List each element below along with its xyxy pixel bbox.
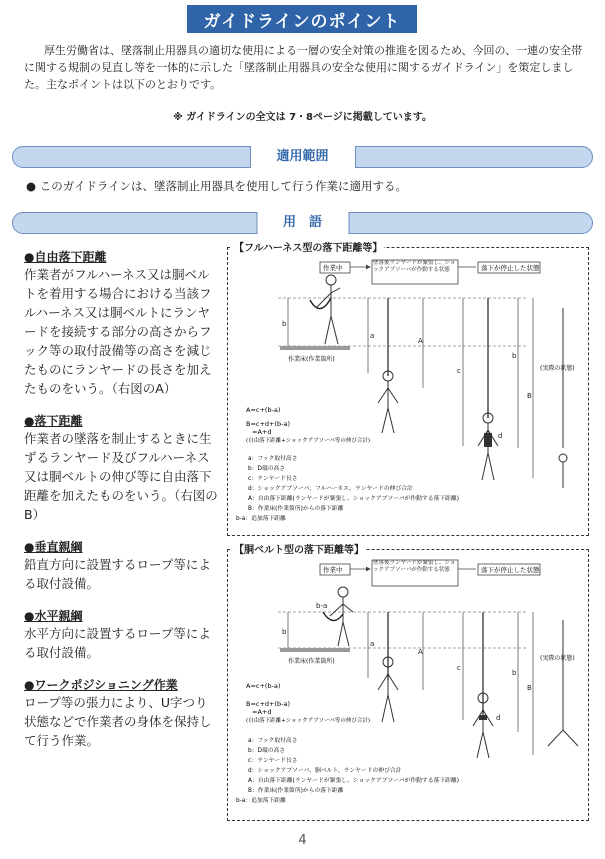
legend-line: A：自由落下距離(ランヤードが緊張し、ショックアブソーバが作動する落下距離) xyxy=(248,496,459,502)
legend-line: a：フック取付高さ xyxy=(248,738,298,744)
legend-line: c：ランヤード長さ xyxy=(248,476,298,482)
legend-line: d：ショックアブソーバ、胴ベルト、ランヤードの伸び合計 xyxy=(248,768,402,774)
term-free-fall-distance xyxy=(24,248,219,398)
stage-work-label: 作業中 xyxy=(323,264,343,272)
formula-1: A=c+(b-a) xyxy=(246,406,281,414)
legend-line: b：D環の高さ xyxy=(248,466,286,472)
term-text: 鉛直方向に設置するロープ等による取付設備。 xyxy=(24,557,211,591)
svg-text:a: a xyxy=(370,640,375,648)
svg-text:b-a: b-a xyxy=(316,602,328,610)
legend-line: c：ランヤード長さ xyxy=(248,758,298,764)
svg-text:A: A xyxy=(418,648,423,656)
stage-stop-label: 落下が停止した状態 xyxy=(481,264,540,272)
scope-text: ● このガイドラインは、墜落制止用器具を使用して行う作業に適用する。 xyxy=(26,179,407,193)
terms-heading: 用 語 xyxy=(256,212,349,234)
term-title: ●ワークポジショニング作業 xyxy=(24,678,178,692)
legend-line: B：作業床(作業箇所)からの落下距離 xyxy=(248,788,344,794)
stage-fall-label: 墜落後ランヤードが緊張し、ショックアブソーバが作動する状態 xyxy=(373,560,456,573)
term-title: ●水平親綱 xyxy=(24,609,83,623)
terms-heading-bar xyxy=(12,212,593,234)
scope-heading-bar xyxy=(12,146,593,168)
intro-text: 厚生労働省は、墜落制止用器具の適切な使用による一層の安全対策の推進を図るため、今回の、一連の安全帯に関する規制の見直し等を一体的に示した「墜落制止用器具の安全な使用に関するガイドライン」を策定しました。主なポイントは以下のとおりです。 xyxy=(24,44,583,91)
svg-text:B: B xyxy=(527,392,532,400)
harness-diagram-panel xyxy=(227,243,589,536)
svg-text:b: b xyxy=(282,628,287,636)
legend-line: d：ショックアブソーバ、フルハーネス、ランヤードの伸び合計 xyxy=(248,486,413,492)
legend-line: A：自由落下距離(ランヤードが緊張し、ショックアブソーバが作動する落下距離) xyxy=(248,778,459,784)
term-text: 作業者の墜落を制止するときに生ずるランヤード及びフルハーネス又は胴ベルトの伸び等に自由落下距離を加えたものをいう。（右図のB） xyxy=(24,431,218,522)
formula-4: (自由落下距離+ショックアブソーバ等の伸び合計) xyxy=(246,438,371,444)
legend-line: b-a：追加落下距離 xyxy=(236,516,286,522)
svg-text:c: c xyxy=(457,367,461,375)
formula-4: (自由落下距離+ショックアブソーバ等の伸び合計) xyxy=(246,718,371,724)
intro-section xyxy=(24,42,584,93)
actual-state-label: (実際の状態) xyxy=(540,655,575,662)
belt-diagram-title: 【胴ベルト型の落下距離等】 xyxy=(232,541,366,556)
page-number: 4 xyxy=(298,833,307,848)
formula-3: =A+d xyxy=(252,428,272,436)
stage-fall-label: 墜落後ランヤードが緊張し、ショックアブソーバが作動する状態 xyxy=(373,260,456,273)
terms-list xyxy=(24,248,219,764)
harness-diagram xyxy=(228,248,588,534)
term-fall-distance xyxy=(24,412,219,524)
term-title: ●垂直親綱 xyxy=(24,540,83,554)
harness-diagram-title: 【フルハーネス型の落下距離等】 xyxy=(232,239,384,254)
term-text: ロープ等の張力により、U字つり状態などで作業者の身体を保持して行う作業。 xyxy=(24,695,212,748)
svg-text:b: b xyxy=(512,669,517,677)
term-title: ●落下距離 xyxy=(24,414,83,428)
stage-work-label: 作業中 xyxy=(323,566,343,574)
svg-text:c: c xyxy=(457,664,461,672)
formula-1: A=c+(b-a) xyxy=(246,682,281,690)
actual-state-label: (実際の状態) xyxy=(540,365,575,372)
legend-line: b：D環の高さ xyxy=(248,748,286,754)
term-horizontal-lifeline xyxy=(24,607,219,662)
legend-line: a：フック取付高さ xyxy=(248,456,298,462)
term-title: ●自由落下距離 xyxy=(24,250,107,264)
stage-stop-label: 落下が停止した状態 xyxy=(481,566,540,574)
svg-text:a: a xyxy=(370,332,375,340)
fulltext-note: ※ ガイドラインの全文は 7・8ページに掲載しています。 xyxy=(172,112,432,123)
page-title: ガイドラインのポイント xyxy=(187,5,417,33)
term-text: 水平方向に設置するロープ等による取付設備。 xyxy=(24,626,211,660)
formula-2: B=c+d+(b-a) xyxy=(246,700,291,708)
legend-line: B：作業床(作業箇所)からの落下距離 xyxy=(248,506,344,512)
term-text: 作業者がフルハーネス又は胴ベルトを着用する場合における当該フルハーネス又は胴ベルトにランヤードを接続する部分の高さからフック等の取付設備等の高さを減じたものにランヤードの長さを加えたものをいう。（右図のA） xyxy=(24,267,212,396)
svg-text:b: b xyxy=(512,352,517,360)
legend-line: b-a：追加落下距離 xyxy=(236,798,286,804)
svg-text:B: B xyxy=(527,684,532,692)
svg-text:A: A xyxy=(418,337,423,345)
belt-diagram xyxy=(228,550,588,820)
term-work-positioning xyxy=(24,676,219,750)
formula-3: =A+d xyxy=(252,708,272,716)
floor-label: 作業床(作業箇所) xyxy=(288,356,335,363)
floor-label: 作業床(作業箇所) xyxy=(288,658,335,665)
svg-text:b: b xyxy=(282,320,287,328)
formula-2: B=c+d+(b-a) xyxy=(246,420,291,428)
svg-text:d: d xyxy=(496,714,501,722)
belt-diagram-panel xyxy=(227,545,589,821)
svg-text:d: d xyxy=(498,432,503,440)
term-vertical-lifeline xyxy=(24,538,219,593)
scope-heading: 適用範囲 xyxy=(249,146,355,168)
